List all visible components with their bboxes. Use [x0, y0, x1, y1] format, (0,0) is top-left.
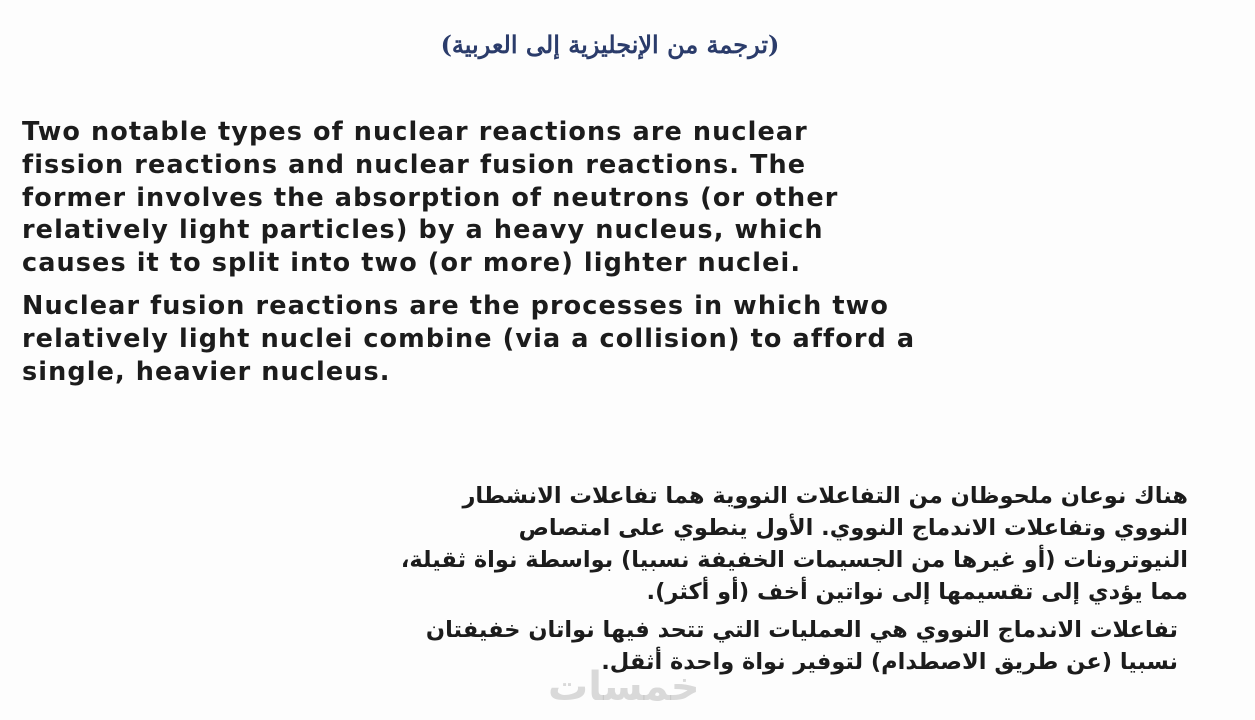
translation-heading: (ترجمة من الإنجليزية إلى العربية) [440, 30, 780, 59]
arabic-paragraph-2: تفاعلات الاندماج النووي هي العمليات التي تتحد فيها نواتان خفيفتان نسبيا (عن طريق الاصطدام) لتوفير نواة واحدة أثقل. [425, 617, 1178, 675]
arabic-text-block [50, 480, 1188, 678]
english-paragraph-1: Two notable types of nuclear reactions are nuclear fission reactions and nuclear fusion reactions. The former involves the absorption of neutrons (or other relatively light particles) by a heavy nucleus, which causes it to split into two (or more) lighter nuclei. [22, 117, 839, 279]
khamsat-watermark-logo: خمسات [548, 664, 700, 710]
arabic-paragraph-1: هناك نوعان ملحوظان من التفاعلات النووية هما تفاعلات الانشطار النووي وتفاعلات الاندماج النووي. الأول ينطوي على امتصاص النيوترونات (أو غيرها من الجسيمات الخفيفة نسبيا) بواسطة نواة ثقيلة، مما يؤدي إلى تقسيمها إلى نواتين أخف (أو أكثر). [400, 483, 1188, 605]
english-paragraph-2: Nuclear fusion reactions are the processes in which two relatively light nuclei combine (via a collision) to afford a single, heavier nucleus. [22, 290, 916, 387]
english-text-block [22, 116, 1232, 388]
